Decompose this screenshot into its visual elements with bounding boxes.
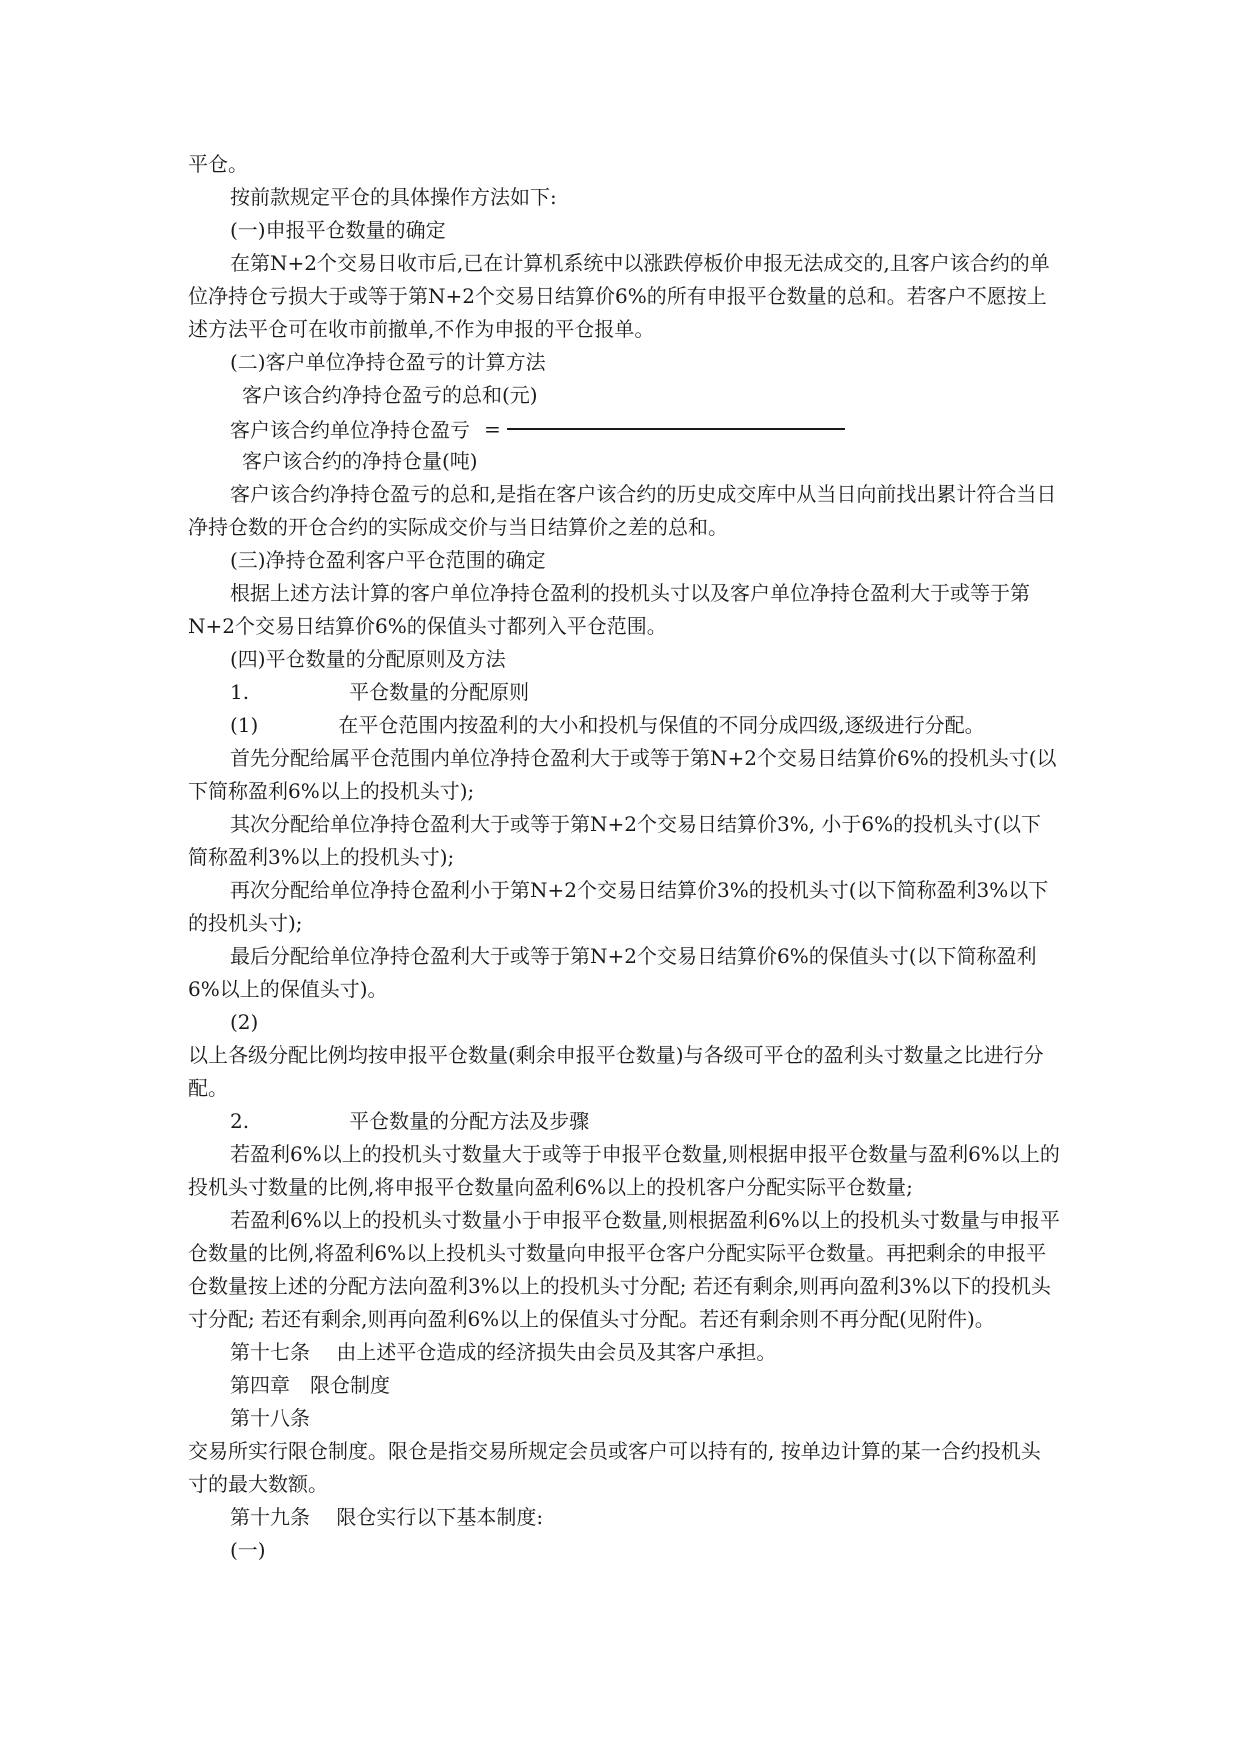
formula (188, 412, 1060, 445)
paragraph: 首先分配给属平仓范围内单位净持仓盈利大于或等于第N+2个交易日结算价6%的投机头寸(以下简称盈利6%以上的投机头寸); (188, 746, 1057, 803)
paragraph: 若盈利6%以上的投机头寸数量小于申报平仓数量,则根据盈利6%以上的投机头寸数量与申报平仓数量的比例,将盈利6%以上投机头寸数量向申报平仓客户分配实际平仓数量。再把剩余的申报平仓数量按上述的分配方法向盈利3%以上的投机头寸分配; 若还有剩余,则再向盈利3%以下的投机头寸分配; 若还有剩余,则再向盈利6%以上的保值头寸分配。若还有剩余则不再分配(见附件)。 (188, 1208, 1060, 1331)
paragraph: 其次分配给单位净持仓盈利大于或等于第N+2个交易日结算价3%, 小于6%的投机头寸(以下简称盈利3%以上的投机头寸); (188, 812, 1041, 869)
fraction-bar (507, 428, 845, 430)
subsection-heading: 2. 平仓数量的分配方法及步骤 (230, 1109, 590, 1133)
paragraph: 以上各级分配比例均按申报平仓数量(剩余申报平仓数量)与各级可平仓的盈利头寸数量之比进行分配。 (188, 1043, 1044, 1100)
paragraph: 根据上述方法计算的客户单位净持仓盈利的投机头寸以及客户单位净持仓盈利大于或等于第N+2个交易日结算价6%的保值头寸都列入平仓范围。 (188, 581, 1030, 638)
chapter-heading: 第四章 限仓制度 (230, 1373, 390, 1397)
formula-label: 客户该合约单位净持仓盈亏 (230, 418, 470, 442)
article: 第十七条 由上述平仓造成的经济损失由会员及其客户承担。 (230, 1340, 777, 1364)
paragraph: 若盈利6%以上的投机头寸数量大于或等于申报平仓数量,则根据申报平仓数量与盈利6%以上的投机头寸数量的比例,将申报平仓数量向盈利6%以上的投机客户分配实际平仓数量; (188, 1142, 1060, 1199)
formula-numerator: 客户该合约净持仓盈亏的总和(元) (242, 383, 538, 407)
paragraph: 客户该合约净持仓盈亏的总和,是指在客户该合约的历史成交库中从当日向前找出累计符合当日净持仓数的开仓合约的实际成交价与当日结算价之差的总和。 (188, 482, 1057, 539)
formula-denominator: 客户该合约的净持仓量(吨) (242, 449, 478, 473)
paragraph: (一) (230, 1538, 266, 1562)
paragraph: 在第N+2个交易日收市后,已在计算机系统中以涨跌停板价申报无法成交的,且客户该合约的单位净持仓亏损大于或等于第N+2个交易日结算价6%的所有申报平仓数量的总和。若客户不愿按上述方法平仓可在收市前撤单,不作为申报的平仓报单。 (188, 251, 1050, 341)
article: 第十九条 限仓实行以下基本制度: (230, 1505, 544, 1529)
paragraph: 按前款规定平仓的具体操作方法如下: (230, 185, 557, 209)
article: 第十八条 (230, 1406, 310, 1430)
paragraph: 再次分配给单位净持仓盈利小于第N+2个交易日结算价3%的投机头寸(以下简称盈利3%以下的投机头寸); (188, 878, 1049, 935)
section-heading: (一)申报平仓数量的确定 (230, 218, 446, 242)
section-heading: (三)净持仓盈利客户平仓范围的确定 (230, 548, 546, 572)
formula-equals: = (484, 416, 501, 441)
paragraph: (1) 在平仓范围内按盈利的大小和投机与保值的不同分成四级,逐级进行分配。 (230, 713, 985, 737)
paragraph: 最后分配给单位净持仓盈利大于或等于第N+2个交易日结算价6%的保值头寸(以下简称盈利6%以上的保值头寸)。 (188, 944, 1037, 1001)
paragraph: 平仓。 (188, 152, 248, 176)
document-body (188, 148, 1060, 1567)
section-heading: (四)平仓数量的分配原则及方法 (230, 647, 506, 671)
subsection-heading: 1. 平仓数量的分配原则 (230, 680, 530, 704)
paragraph: (2) (230, 1010, 259, 1034)
section-heading: (二)客户单位净持仓盈亏的计算方法 (230, 350, 546, 374)
paragraph: 交易所实行限仓制度。限仓是指交易所规定会员或客户可以持有的, 按单边计算的某一合约投机头寸的最大数额。 (188, 1439, 1041, 1496)
